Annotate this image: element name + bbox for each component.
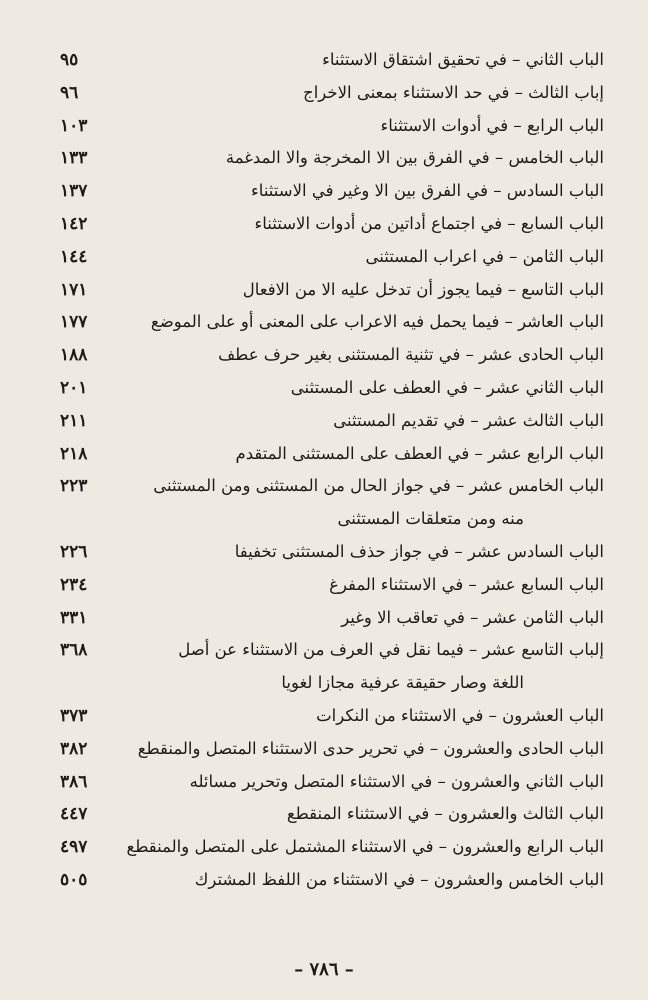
- toc-entry-title: إلباب التاسع عشر – فيما نقل في العرف من الاستثناء عن أصل: [178, 640, 604, 660]
- toc-entry: [60, 339, 604, 372]
- toc-entry: [60, 536, 604, 569]
- toc-entry: [60, 306, 604, 339]
- toc-entry-title: الباب الرابع عشر – في العطف على المستثنى المتقدم: [235, 443, 604, 463]
- toc-entry-title: الباب العاشر – فيما يحمل فيه الاعراب على المعنى أو على الموضع: [150, 312, 604, 332]
- toc-entry-page: ١٨٨: [60, 345, 88, 366]
- toc-entry-page: ٩٦: [60, 82, 79, 103]
- toc-entry-page: ٣٧٣: [60, 705, 88, 726]
- toc-entry: [60, 700, 604, 733]
- toc-entry-page: ١٧١: [60, 279, 88, 300]
- toc-entry-page: ٢١٨: [60, 443, 88, 464]
- toc-entry-title: الباب الثامن عشر – في تعاقب الا وغير: [341, 607, 604, 627]
- toc-entry-title: الباب الثاني عشر – في العطف على المستثنى: [290, 377, 604, 397]
- toc-entry-page: ١٧٧: [60, 312, 88, 333]
- toc-entry: [60, 798, 604, 831]
- toc-entry-title: الباب التاسع – فيما يجوز أن تدخل عليه الا من الافعال: [242, 279, 604, 299]
- toc-entry-title: الباب الرابع والعشرون – في الاستثناء المشتمل على المتصل والمنقطع: [126, 837, 604, 857]
- toc-entry-title: اللغة وصار حقيقة عرفية مجازا لغويا: [281, 673, 524, 693]
- toc-entry: [60, 667, 604, 700]
- toc-entry-title: الباب الثامن – في اعراب المستثنى: [365, 246, 604, 266]
- toc-entry-title: الباب الحادى عشر – في تثنية المستثنى بغير حرف عطف: [218, 345, 604, 365]
- toc-entry: [60, 634, 604, 667]
- toc-entry-title: الباب الخامس – في الفرق بين الا المخرجة والا المدغمة: [225, 148, 604, 168]
- toc-entry: [60, 142, 604, 175]
- toc-entry-page: ١٤٤: [60, 246, 88, 267]
- toc-entry-title: الباب الثاني – في تحقيق اشتقاق الاستثناء: [322, 50, 604, 69]
- footer-page-number: – ٧٨٦ –: [294, 959, 354, 980]
- toc-entry-title: الباب الرابع – في أدوات الاستثناء: [380, 115, 604, 135]
- toc-entry-title: الباب الخامس والعشرون – في الاستثناء من اللفظ المشترك: [194, 869, 604, 889]
- toc-entry-page: ١٣٧: [60, 181, 88, 202]
- toc-entry-title: الباب الخامس عشر – في جواز الحال من المستثنى ومن المستثنى: [153, 476, 604, 496]
- toc-entry: [60, 372, 604, 405]
- toc-entry: [60, 864, 604, 897]
- toc-entry-title: إباب الثالث – في حد الاستثناء بمعنى الاخراج: [303, 82, 604, 102]
- toc-entry-title: الباب السادس – في الفرق بين الا وغير في الاستثناء: [251, 181, 604, 201]
- toc-entry-title: الباب الثالث عشر – في تقديم المستثنى: [333, 410, 604, 430]
- toc-entry-title: الباب العشرون – في الاستثناء من النكرات: [316, 705, 604, 725]
- toc-entry-title: الباب السابع عشر – في الاستثناء المفرغ: [329, 574, 604, 594]
- toc-entry: [60, 733, 604, 766]
- toc-entry-page: ٢١١: [60, 410, 88, 431]
- toc-entry-page: ٥٠٥: [60, 869, 88, 890]
- table-of-contents: [60, 44, 604, 897]
- toc-entry: [60, 274, 604, 307]
- toc-entry-title: الباب الثاني والعشرون – في الاستثناء المتصل وتحرير مسائله: [189, 771, 604, 791]
- toc-entry-page: ٤٤٧: [60, 804, 88, 825]
- toc-entry-page: ٣٦٨: [60, 640, 88, 661]
- toc-entry-page: ٤٩٧: [60, 837, 88, 858]
- toc-entry: [60, 569, 604, 602]
- toc-entry: [60, 503, 604, 536]
- toc-entry-title: الباب السابع – في اجتماع أداتين من أدوات الاستثناء: [254, 213, 604, 233]
- toc-entry: [60, 77, 604, 110]
- toc-entry-page: ٢٠١: [60, 377, 88, 398]
- toc-entry: [60, 438, 604, 471]
- toc-entry: [60, 44, 604, 77]
- toc-entry: [60, 405, 604, 438]
- toc-entry: [60, 110, 604, 143]
- toc-entry-title: الباب الحادى والعشرون – في تحرير حدى الاستثناء المتصل والمنقطع: [137, 738, 604, 758]
- toc-entry: [60, 766, 604, 799]
- toc-entry: [60, 470, 604, 503]
- toc-entry: [60, 602, 604, 635]
- toc-entry-page: ٣٨٢: [60, 738, 88, 759]
- toc-entry-title: الباب السادس عشر – في جواز حذف المستثنى تخفيفا: [234, 541, 604, 561]
- toc-entry-page: ٢٢٣: [60, 476, 88, 497]
- toc-entry-page: ٣٣١: [60, 607, 88, 628]
- toc-entry-page: ٩٥: [60, 50, 79, 70]
- toc-entry-page: ١٠٣: [60, 115, 88, 136]
- toc-entry-page: ٢٢٦: [60, 541, 88, 562]
- toc-entry: [60, 208, 604, 241]
- toc-entry: [60, 175, 604, 208]
- toc-entry-page: ١٤٢: [60, 213, 88, 234]
- toc-entry-title: منه ومن متعلقات المستثنى: [337, 509, 524, 529]
- toc-entry-page: ٢٣٤: [60, 574, 88, 595]
- toc-entry: [60, 241, 604, 274]
- toc-entry-title: الباب الثالث والعشرون – في الاستثناء المنقطع: [286, 804, 604, 824]
- toc-entry-page: ٣٨٦: [60, 771, 88, 792]
- toc-entry: [60, 831, 604, 864]
- toc-entry-page: ١٣٣: [60, 148, 88, 169]
